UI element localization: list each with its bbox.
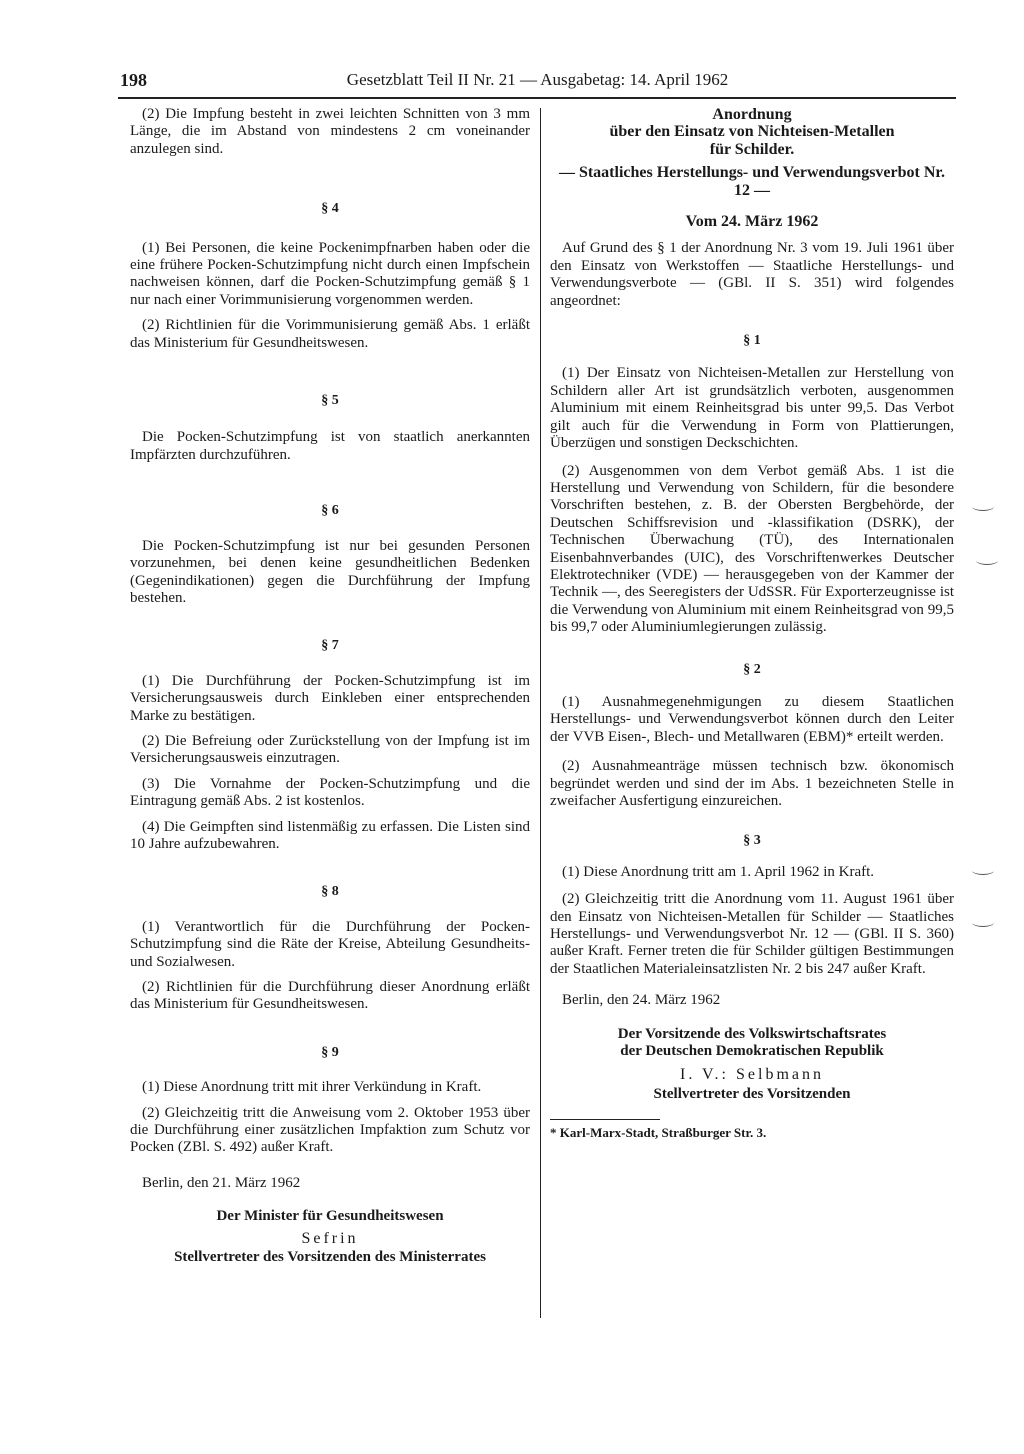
- signer-role: Stellvertreter des Vorsitzenden des Ministerrates: [174, 1249, 486, 1266]
- paragraph: (3) Die Vornahme der Pocken-Schutzimpfung und die Eintragung gemäß Abs. 2 ist kostenlos.: [130, 775, 530, 810]
- paragraph: (1) Die Durchführung der Pocken-Schutzimpfung ist im Versicherungsausweis durch Einkleben einer entsprechenden Marke zu bestätigen.: [130, 672, 530, 724]
- header-rule: [118, 97, 956, 99]
- section-heading: § 3: [743, 833, 761, 849]
- section-heading: § 2: [743, 661, 761, 677]
- ordinance-subheading: — Staatliches Herstellungs- und Verwendungsverbot Nr. 12 —: [558, 164, 946, 199]
- ordinance-heading: über den Einsatz von Nichteisen-Metallen: [609, 123, 895, 141]
- section-heading: § 7: [321, 638, 339, 654]
- ordinance-date: Vom 24. März 1962: [685, 213, 819, 231]
- paragraph: Die Pocken-Schutzimpfung ist von staatlich anerkannten Impfärzten durchzuführen.: [130, 429, 530, 463]
- paragraph: (2) Die Impfung besteht in zwei leichten Schnitten von 3 mm Länge, die im Abstand von mindestens 2 cm voneinander anzulegen sind.: [130, 106, 530, 157]
- section-heading: § 6: [321, 503, 339, 519]
- signer-name: I. V.: Selbmann: [680, 1066, 824, 1084]
- signer-role: Stellvertreter des Vorsitzenden: [653, 1085, 851, 1102]
- left-column: [130, 106, 530, 1266]
- signer-title: Der Vorsitzende des Volkswirtschaftsrates: [617, 1025, 887, 1042]
- margin-mark: [976, 556, 998, 565]
- ordinance-heading: für Schilder.: [709, 140, 795, 158]
- margin-mark: [972, 918, 994, 927]
- place-date: Berlin, den 21. März 1962: [142, 1174, 301, 1191]
- column-divider: [540, 108, 541, 1318]
- paragraph: (2) Gleichzeitig tritt die Anordnung vom 11. August 1961 über den Einsatz von Nichteisen-Metallen für Schilder — Staatliches Herstellungs- und Verwendungsverbot Nr. 12 — (GBl. II S. 360) außer Kraft. Ferner treten die für Schilder gültigen Bestimmungen der Staatlichen Materialeinsatzlisten Nr. 2 bis 247 außer Kraft.: [550, 891, 954, 977]
- section-heading: § 4: [321, 201, 339, 217]
- paragraph: (4) Die Geimpften sind listenmäßig zu erfassen. Die Listen sind 10 Jahre aufzubewahren.: [130, 818, 530, 852]
- paragraph: Die Pocken-Schutzimpfung ist nur bei gesunden Personen vorzunehmen, bei denen keine gesundheitlichen Bedenken (Gegenindikationen) gegen die Durchführung der Impfung bestehen.: [130, 537, 530, 606]
- footnote-rule: [550, 1119, 660, 1120]
- paragraph: (2) Richtlinien für die Durchführung dieser Anordnung erläßt das Ministerium für Gesundheitswesen.: [130, 979, 530, 1013]
- margin-mark: [972, 866, 994, 875]
- paragraph: (1) Diese Anordnung tritt am 1. April 1962 in Kraft.: [562, 863, 875, 880]
- paragraph: (2) Die Befreiung oder Zurückstellung von der Impfung ist im Versicherungsausweis einzutragen.: [130, 732, 530, 767]
- right-column: [550, 106, 954, 1142]
- footnote: * Karl-Marx-Stadt, Straßburger Str. 3.: [550, 1125, 767, 1141]
- paragraph: (1) Der Einsatz von Nichteisen-Metallen zur Herstellung von Schildern aller Art ist grundsätzlich verboten, ausgenommen Aluminium mit einem Reinheitsgrad bis unter 99,5. Das Verbot gilt auch für die Verwendung in Form von Plattierungen, Überzügen und sonstigen Deckschichten.: [550, 365, 954, 452]
- margin-mark: [972, 502, 994, 511]
- signer-title: Der Minister für Gesundheitswesen: [216, 1208, 444, 1225]
- paragraph: Auf Grund des § 1 der Anordnung Nr. 3 vom 19. Juli 1961 über den Einsatz von Werkstoffen — Staatliche Herstellungs- und Verwendungsverbote — (GBl. II S. 351) wird folgendes angeordnet:: [550, 240, 954, 309]
- running-header: [120, 70, 955, 94]
- paragraph: (1) Verantwortlich für die Durchführung der Pocken-Schutzimpfung sind die Räte der Kreise, Abteilung Gesundheits- und Sozialwesen.: [130, 918, 530, 970]
- ordinance-heading: Anordnung: [712, 106, 792, 123]
- paragraph: (2) Richtlinien für die Vorimmunisierung gemäß Abs. 1 erläßt das Ministerium für Gesundheitswesen.: [130, 317, 530, 351]
- paragraph: (1) Ausnahmegenehmigungen zu diesem Staatlichen Herstellungs- und Verwendungsverbot können durch den Leiter der VVB Eisen-, Blech- und Metallwaren (EBM)* erteilt werden.: [550, 693, 954, 745]
- signer-title: der Deutschen Demokratischen Republik: [620, 1043, 884, 1060]
- section-heading: § 5: [321, 393, 339, 409]
- paragraph: (2) Ausnahmeanträge müssen technisch bzw. ökonomisch begründet werden und sind der im Abs. 1 bezeichneten Stelle in zweifacher Ausfertigung einzureichen.: [550, 758, 954, 809]
- header-title: Gesetzblatt Teil II Nr. 21 — Ausgabetag: 14. April 1962: [346, 70, 729, 89]
- page-number: 198: [120, 70, 147, 90]
- signer-name: Sefrin: [301, 1229, 359, 1247]
- place-date: Berlin, den 24. März 1962: [562, 992, 721, 1009]
- paragraph: (1) Bei Personen, die keine Pockenimpfnarben haben oder die eine frühere Pocken-Schutzimpfung nicht durch einen Impfschein nachweisen können, darf die Pocken-Schutzimpfung gemäß § 1 nur nach einer Vorimmunisierung vorgenommen werden.: [130, 239, 530, 308]
- paragraph: (1) Diese Anordnung tritt mit ihrer Verkündung in Kraft.: [142, 1079, 482, 1096]
- paragraph: (2) Ausgenommen von dem Verbot gemäß Abs. 1 ist die Herstellung und Verwendung von Schildern, für die besondere Vorschriften bestehen, z. B. der Obersten Bergbehörde, der Deutschen Schiffsrevision und -klassifikation (DSRK), der Technischen Überwachung (TÜ), des Internationalen Eisenbahnverbandes (UIC), des Vorschriftenwerkes Deutscher Elektrotechniker (VDE) — herausgegeben von der Kammer der Technik —, des Seeregisters der UdSSR. Für Exporterzeugnisse ist die Verwendung von Aluminium mit einem Reinheitsgrad von 99,5 bis 99,7 oder Aluminiumlegierungen zulässig.: [550, 462, 954, 636]
- paragraph: (2) Gleichzeitig tritt die Anweisung vom 2. Oktober 1953 über die Durchführung einer zusätzlichen Impfaktion zum Schutz vor Pocken (ZBl. S. 492) außer Kraft.: [130, 1104, 530, 1156]
- section-heading: § 8: [321, 884, 339, 900]
- section-heading: § 1: [743, 333, 761, 349]
- section-heading: § 9: [321, 1044, 339, 1060]
